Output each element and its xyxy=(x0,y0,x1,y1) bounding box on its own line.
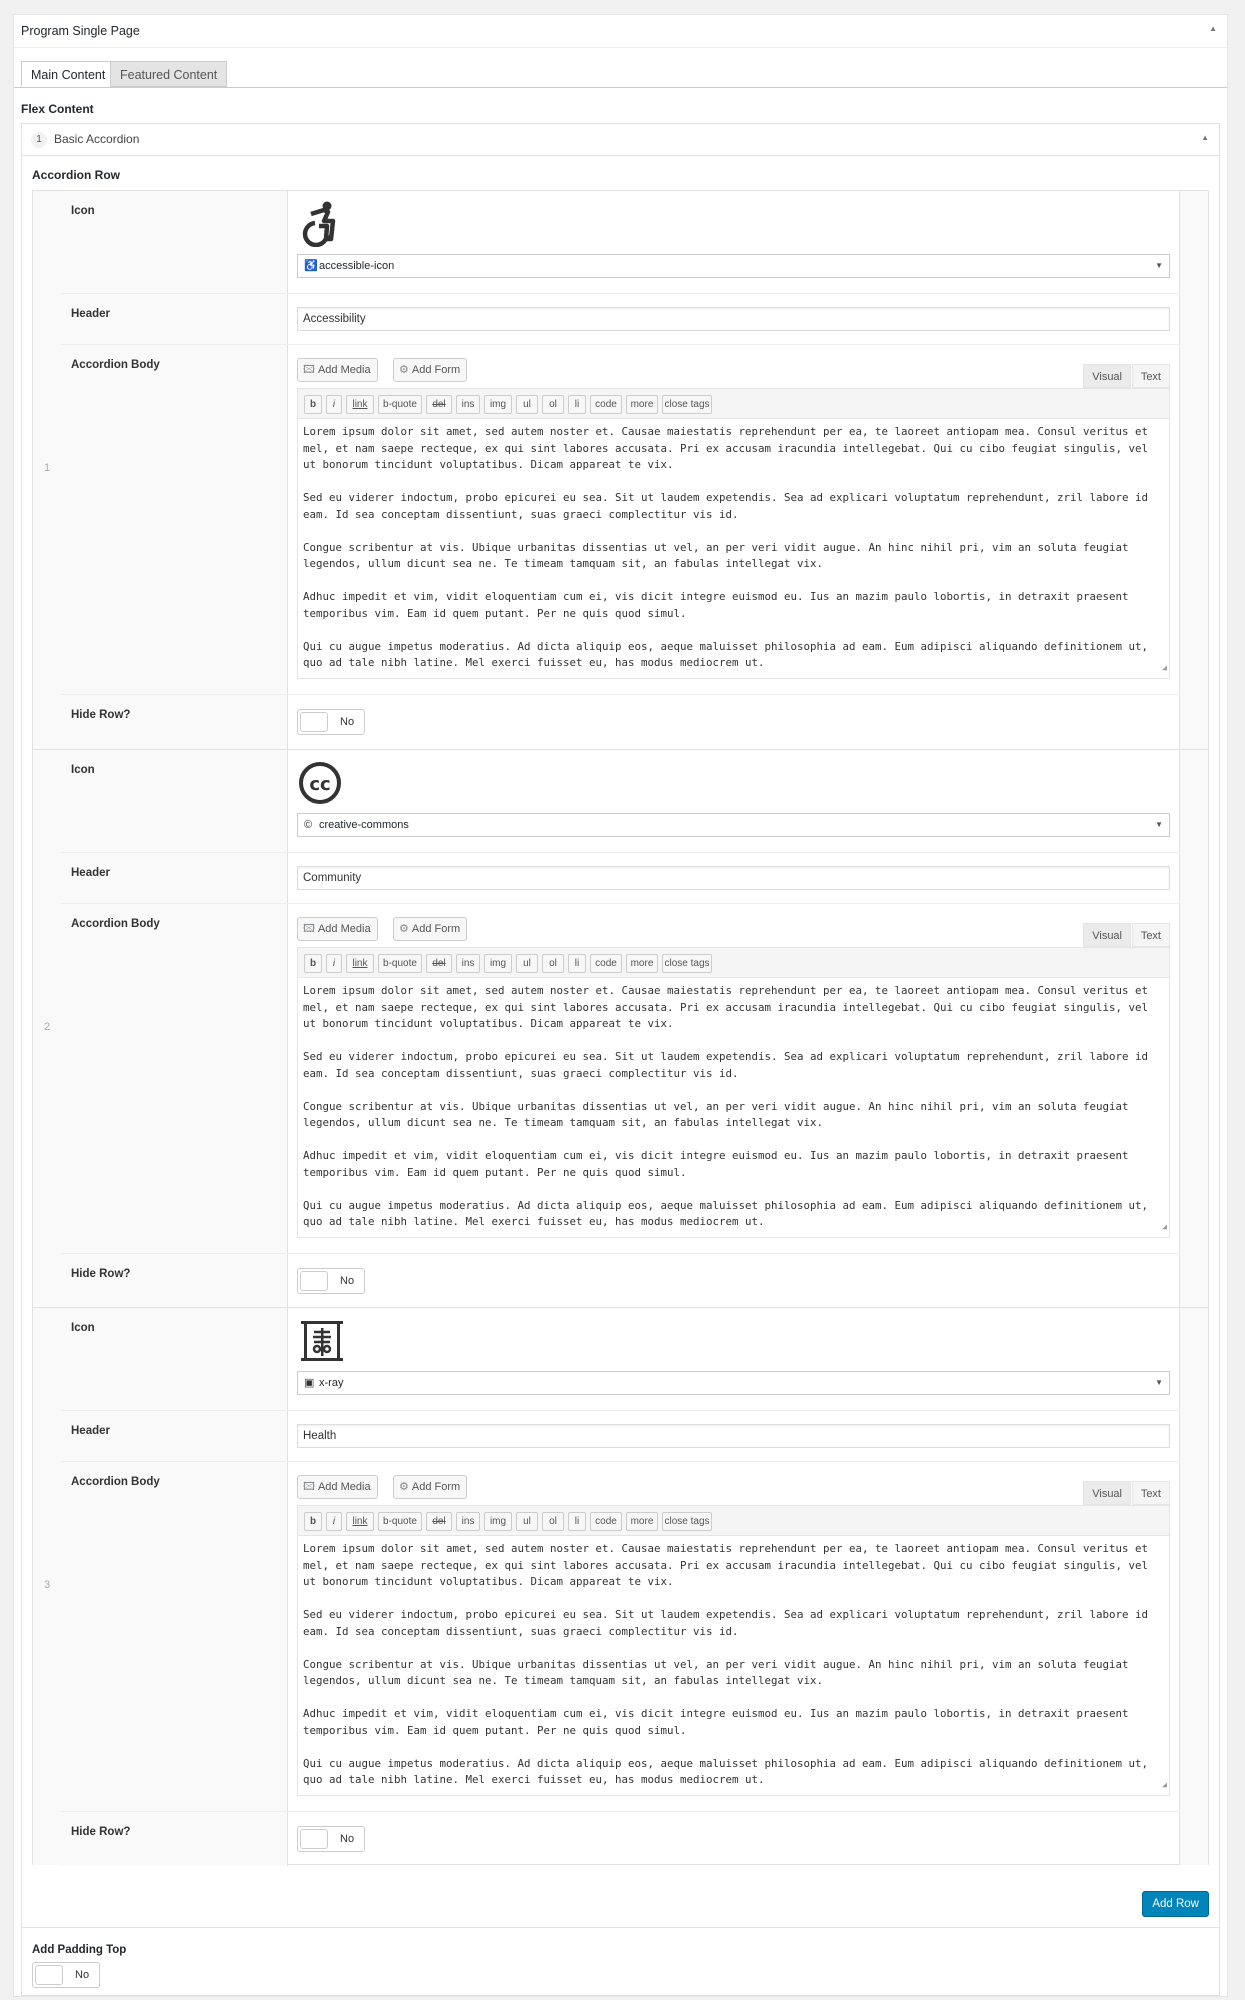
field-label-cell xyxy=(61,853,288,903)
quicktag-button[interactable]: ol xyxy=(542,1512,564,1531)
toggle-label: No xyxy=(75,1969,90,1981)
row-remove-handle[interactable] xyxy=(1179,191,1208,749)
accordion-body-field xyxy=(61,345,1180,695)
quicktag-button[interactable]: b-quote xyxy=(378,395,422,414)
quicktag-button[interactable]: more xyxy=(626,954,658,973)
accordion-body-field xyxy=(61,1462,1180,1812)
add-media-button[interactable] xyxy=(297,917,378,941)
toggle-label: No xyxy=(340,1833,355,1845)
hide-row-toggle[interactable] xyxy=(297,1826,365,1852)
icon-select[interactable] xyxy=(297,254,1170,278)
editor-cell xyxy=(297,1462,1170,1811)
body-paragraph: Adhuc impedit et vim, vidit eloquentiam cum ei, vis dicit integre euismod eu. Ius an mazim paulo lobortis, in detraxit praesent temporibus vim. Eam id quem putant. Per ne quis quod simul. xyxy=(303,1149,1136,1179)
accordion-body-textarea[interactable] xyxy=(297,978,1170,1238)
quicktag-button[interactable]: b xyxy=(304,954,322,973)
quicktag-button[interactable]: more xyxy=(626,395,658,414)
accessible-icon-mini-icon: ♿ xyxy=(304,260,318,272)
header-label: Header xyxy=(71,1425,110,1437)
quicktag-button[interactable]: code xyxy=(590,395,622,414)
quicktag-button[interactable]: ul xyxy=(516,1512,538,1531)
resize-grip-icon[interactable]: ◢ xyxy=(1162,1221,1167,1231)
add-media-label: Add Media xyxy=(317,364,371,376)
field-label-cell xyxy=(61,1308,288,1410)
accordion-body-label: Accordion Body xyxy=(71,1476,160,1488)
body-paragraph: Lorem ipsum dolor sit amet, sed autem noster et. Causae maiestatis reprehendunt per ea, te laoreet antiopam mea. Consul veritus et mel, et nam saepe recteque, ex qui sint labores accusata. Pri ex accusam iracundia intellegebat. Qui cu cibo feugiat singulis, vel ut bonorum tincidunt voluptatibus. Dicam appareat te vix. xyxy=(303,984,1155,1030)
media-icon: 🖾 xyxy=(303,923,315,935)
layout-order-badge: 1 xyxy=(31,132,47,148)
body-paragraph: Lorem ipsum dolor sit amet, sed autem noster et. Causae maiestatis reprehendunt per ea, te laoreet antiopam mea. Consul veritus et mel, et nam saepe recteque, ex qui sint labores accusata. Pri ex accusam iracundia intellegebat. Qui cu cibo feugiat singulis, vel ut bonorum tincidunt voluptatibus. Dicam appareat te vix. xyxy=(303,425,1155,471)
field-label-cell xyxy=(61,1812,288,1866)
field-label-cell xyxy=(61,1462,288,1811)
layout-title: Basic Accordion xyxy=(54,132,140,146)
header-field xyxy=(61,1411,1180,1462)
collapse-arrow-icon[interactable]: ▲ xyxy=(1209,24,1217,33)
field-label-cell xyxy=(61,695,288,749)
quicktag-button[interactable]: del xyxy=(426,954,452,973)
quicktag-button[interactable]: del xyxy=(426,1512,452,1531)
accessible-icon-icon xyxy=(297,201,343,247)
creative-commons-mini-icon: © xyxy=(304,819,313,831)
body-paragraph: Sed eu viderer indoctum, probo epicurei eu sea. Sit ut laudem expetendis. Sea ad explicari voluptatum reprehendunt, zril labore id eam. Id sea conceptam dissentiunt, suas graeci complectitur vis id. xyxy=(303,491,1155,521)
add-media-button[interactable] xyxy=(297,358,378,382)
toggle-knob xyxy=(300,1271,328,1291)
quicktag-button[interactable]: close tags xyxy=(662,395,712,414)
hide-row-field xyxy=(61,1812,1180,1866)
toggle-label: No xyxy=(340,716,355,728)
hide-row-label: Hide Row? xyxy=(71,1268,131,1280)
add-form-button[interactable] xyxy=(393,917,467,941)
header-input[interactable]: Health xyxy=(297,1424,1170,1448)
quicktag-button[interactable]: ol xyxy=(542,954,564,973)
hide-row-label: Hide Row? xyxy=(71,709,131,721)
field-label-cell xyxy=(61,750,288,852)
accordion-row-label: Accordion Row xyxy=(32,168,121,182)
field-label-cell xyxy=(61,191,288,293)
layout-handle[interactable] xyxy=(22,124,1219,156)
add-media-button[interactable] xyxy=(297,1475,378,1499)
quicktag-button[interactable]: li xyxy=(568,954,586,973)
header-field xyxy=(61,294,1180,345)
tab-text[interactable]: Text xyxy=(1132,923,1170,947)
field-label-cell xyxy=(61,1411,288,1461)
accordion-body-textarea[interactable] xyxy=(297,1536,1170,1796)
body-paragraph: Qui cu augue impetus moderatius. Ad dicta aliquip eos, aeque maluisset philosophia ad eam. Eum adipisci aliquando definitionem ut, quo ad tale nibh latine. Mel exerci fuisset eu, has modus mediocrem ut. xyxy=(303,1756,1155,1786)
row-order-handle[interactable] xyxy=(33,1308,62,1865)
body-paragraph: Lorem ipsum dolor sit amet, sed autem noster et. Causae maiestatis reprehendunt per ea, te laoreet antiopam mea. Consul veritus et mel, et nam saepe recteque, ex qui sint labores accusata. Pri ex accusam iracundia intellegebat. Qui cu cibo feugiat singulis, vel ut bonorum tincidunt voluptatibus. Dicam appareat te vix. xyxy=(303,1542,1155,1588)
quicktag-button[interactable]: ins xyxy=(456,395,480,414)
header-input-cell xyxy=(297,1411,1170,1461)
hide-row-toggle[interactable] xyxy=(297,1268,365,1294)
media-icon: 🖾 xyxy=(303,364,315,376)
row-order-handle[interactable] xyxy=(33,191,62,749)
row-order-handle[interactable] xyxy=(33,750,62,1307)
chevron-down-icon: ▼ xyxy=(1155,261,1163,270)
metabox-header[interactable] xyxy=(14,15,1227,48)
flex-layout-basic-accordion xyxy=(21,123,1220,1996)
x-ray-mini-icon: ▣ xyxy=(304,1377,315,1389)
icon-field xyxy=(61,1308,1180,1411)
add-form-button[interactable] xyxy=(393,1475,467,1499)
quicktag-button[interactable]: img xyxy=(484,1512,512,1531)
quicktag-button[interactable]: code xyxy=(590,1512,622,1531)
add-media-label: Add Media xyxy=(317,923,371,935)
add-form-label: Add Form xyxy=(411,1481,461,1493)
add-padding-top-toggle[interactable] xyxy=(32,1962,100,1988)
body-paragraph: Congue scribentur at vis. Ubique urbanitas dissentias ut vel, an per veri vidit augue. An hinc nihil pri, vim an soluta feugiat legendos, ullum dicunt sea ne. Te timeam tamquam sit, an fabulas intellegat vix. xyxy=(303,540,1136,570)
icon-field xyxy=(61,750,1180,853)
icon-select-value: x-ray xyxy=(319,1377,344,1389)
quicktag-button[interactable]: link xyxy=(346,954,374,973)
quicktag-button[interactable]: more xyxy=(626,1512,658,1531)
quicktag-button[interactable]: ins xyxy=(456,1512,480,1531)
header-label: Header xyxy=(71,308,110,320)
quicktag-button[interactable]: li xyxy=(568,1512,586,1531)
accordion-body-field xyxy=(61,904,1180,1254)
program-single-page-metabox xyxy=(13,14,1228,1997)
quicktag-button[interactable]: b xyxy=(304,1512,322,1531)
metabox-title: Program Single Page xyxy=(21,24,140,38)
quicktags-toolbar xyxy=(297,1505,1170,1536)
add-form-label: Add Form xyxy=(411,923,461,935)
accordion-row xyxy=(33,1307,1208,1865)
header-input[interactable]: Accessibility xyxy=(297,307,1170,331)
tab-visual[interactable]: Visual xyxy=(1083,923,1131,947)
toggle-knob xyxy=(300,712,328,732)
field-label-cell xyxy=(61,294,288,344)
creative-commons-icon xyxy=(297,760,343,806)
media-icon: 🖾 xyxy=(303,1481,315,1493)
hide-row-label: Hide Row? xyxy=(71,1826,131,1838)
tab-featured-content[interactable]: Featured Content xyxy=(110,61,227,87)
quicktag-button[interactable]: ul xyxy=(516,954,538,973)
row-number: 3 xyxy=(43,1579,51,1591)
form-icon: ⚙ xyxy=(399,923,409,935)
accordion-body-label: Accordion Body xyxy=(71,918,160,930)
row-remove-handle[interactable] xyxy=(1179,750,1208,1307)
tab-visual[interactable]: Visual xyxy=(1083,364,1131,388)
quicktag-button[interactable]: ins xyxy=(456,954,480,973)
quicktag-button[interactable]: b-quote xyxy=(378,954,422,973)
quicktag-button[interactable]: close tags xyxy=(662,954,712,973)
add-form-button[interactable] xyxy=(393,358,467,382)
row-number: 1 xyxy=(43,462,51,474)
icon-input-cell xyxy=(297,1308,1170,1410)
quicktag-button[interactable]: link xyxy=(346,1512,374,1531)
accordion-repeater xyxy=(32,190,1209,1865)
tab-text[interactable]: Text xyxy=(1132,1481,1170,1505)
tab-visual[interactable]: Visual xyxy=(1083,1481,1131,1505)
quicktag-button[interactable]: ul xyxy=(516,395,538,414)
quicktag-button[interactable]: li xyxy=(568,395,586,414)
divider xyxy=(22,1927,1219,1928)
body-paragraph: Qui cu augue impetus moderatius. Ad dicta aliquip eos, aeque maluisset philosophia ad eam. Eum adipisci aliquando definitionem ut, quo ad tale nibh latine. Mel exerci fuisset eu, has modus mediocrem ut. xyxy=(303,639,1155,669)
icon-select-value: accessible-icon xyxy=(319,260,395,272)
chevron-down-icon: ▼ xyxy=(1155,1378,1163,1387)
field-label-cell xyxy=(61,1254,288,1308)
header-input-cell xyxy=(297,294,1170,344)
row-number: 2 xyxy=(43,1021,51,1033)
toggle-knob xyxy=(35,1965,63,1985)
add-padding-top-label: Add Padding Top xyxy=(32,1944,127,1956)
hide-row-cell xyxy=(297,695,1170,749)
quicktag-button[interactable]: code xyxy=(590,954,622,973)
quicktags-toolbar xyxy=(297,388,1170,419)
accordion-body-label: Accordion Body xyxy=(71,359,160,371)
quicktag-button[interactable]: b xyxy=(304,395,322,414)
header-field xyxy=(61,853,1180,904)
icon-select[interactable] xyxy=(297,1371,1170,1395)
accordion-row xyxy=(33,749,1208,1307)
icon-label: Icon xyxy=(71,764,95,776)
accordion-row xyxy=(33,191,1208,749)
hide-row-field xyxy=(61,695,1180,749)
hide-row-cell xyxy=(297,1254,1170,1308)
quicktag-button[interactable]: del xyxy=(426,395,452,414)
icon-label: Icon xyxy=(71,1322,95,1334)
body-paragraph: Sed eu viderer indoctum, probo epicurei eu sea. Sit ut laudem expetendis. Sea ad explicari voluptatum reprehendunt, zril labore id eam. Id sea conceptam dissentiunt, suas graeci complectitur vis id. xyxy=(303,1608,1155,1638)
header-input-cell xyxy=(297,853,1170,903)
icon-label: Icon xyxy=(71,205,95,217)
layout-collapse-icon[interactable]: ▲ xyxy=(1201,133,1209,142)
body-paragraph: Qui cu augue impetus moderatius. Ad dicta aliquip eos, aeque maluisset philosophia ad eam. Eum adipisci aliquando definitionem ut, quo ad tale nibh latine. Mel exerci fuisset eu, has modus mediocrem ut. xyxy=(303,1198,1155,1228)
chevron-down-icon: ▼ xyxy=(1155,820,1163,829)
editor-cell xyxy=(297,345,1170,694)
quicktag-button[interactable]: i xyxy=(326,1512,342,1531)
header-label: Header xyxy=(71,867,110,879)
icon-field xyxy=(61,191,1180,294)
tabs-bar xyxy=(14,55,1227,88)
quicktag-button[interactable]: b-quote xyxy=(378,1512,422,1531)
icon-input-cell xyxy=(297,191,1170,293)
tab-text[interactable]: Text xyxy=(1132,364,1170,388)
hide-row-toggle[interactable] xyxy=(297,709,365,735)
body-paragraph: Congue scribentur at vis. Ubique urbanitas dissentias ut vel, an per veri vidit augue. An hinc nihil pri, vim an soluta feugiat legendos, ullum dicunt sea ne. Te timeam tamquam sit, an fabulas intellegat vix. xyxy=(303,1099,1136,1129)
add-form-label: Add Form xyxy=(411,364,461,376)
icon-input-cell xyxy=(297,750,1170,852)
row-remove-handle[interactable] xyxy=(1179,1308,1208,1865)
hide-row-cell xyxy=(297,1812,1170,1866)
accordion-body-textarea[interactable] xyxy=(297,419,1170,679)
editor-cell xyxy=(297,904,1170,1253)
icon-select[interactable] xyxy=(297,813,1170,837)
quicktag-button[interactable]: ol xyxy=(542,395,564,414)
body-paragraph: Congue scribentur at vis. Ubique urbanitas dissentias ut vel, an per veri vidit augue. An hinc nihil pri, vim an soluta feugiat legendos, ullum dicunt sea ne. Te timeam tamquam sit, an fabulas intellegat vix. xyxy=(303,1657,1136,1687)
toggle-label: No xyxy=(340,1275,355,1287)
resize-grip-icon[interactable]: ◢ xyxy=(1162,662,1167,672)
quicktag-button[interactable]: close tags xyxy=(662,1512,712,1531)
toggle-knob xyxy=(300,1829,328,1849)
quicktag-button[interactable]: img xyxy=(484,395,512,414)
resize-grip-icon[interactable]: ◢ xyxy=(1162,1779,1167,1789)
add-media-label: Add Media xyxy=(317,1481,371,1493)
form-icon: ⚙ xyxy=(399,364,409,376)
quicktag-button[interactable]: img xyxy=(484,954,512,973)
quicktag-button[interactable]: i xyxy=(326,954,342,973)
hide-row-field xyxy=(61,1254,1180,1308)
header-input[interactable]: Community xyxy=(297,866,1170,890)
quicktag-button[interactable]: i xyxy=(326,395,342,414)
add-row-button[interactable]: Add Row xyxy=(1142,1891,1209,1917)
field-label-cell xyxy=(61,904,288,1253)
field-label-cell xyxy=(61,345,288,694)
body-paragraph: Sed eu viderer indoctum, probo epicurei eu sea. Sit ut laudem expetendis. Sea ad explicari voluptatum reprehendunt, zril labore id eam. Id sea conceptam dissentiunt, suas graeci complectitur vis id. xyxy=(303,1050,1155,1080)
form-icon: ⚙ xyxy=(399,1481,409,1493)
body-paragraph: Adhuc impedit et vim, vidit eloquentiam cum ei, vis dicit integre euismod eu. Ius an mazim paulo lobortis, in detraxit praesent temporibus vim. Eam id quem putant. Per ne quis quod simul. xyxy=(303,1707,1136,1737)
quicktags-toolbar xyxy=(297,947,1170,978)
quicktag-button[interactable]: link xyxy=(346,395,374,414)
flex-content-label: Flex Content xyxy=(21,102,94,116)
x-ray-icon xyxy=(297,1318,343,1364)
body-paragraph: Adhuc impedit et vim, vidit eloquentiam cum ei, vis dicit integre euismod eu. Ius an mazim paulo lobortis, in detraxit praesent temporibus vim. Eam id quem putant. Per ne quis quod simul. xyxy=(303,590,1136,620)
icon-select-value: creative-commons xyxy=(319,819,409,831)
tab-main-content[interactable]: Main Content xyxy=(21,61,115,87)
svg-text:cc: cc xyxy=(309,774,331,795)
